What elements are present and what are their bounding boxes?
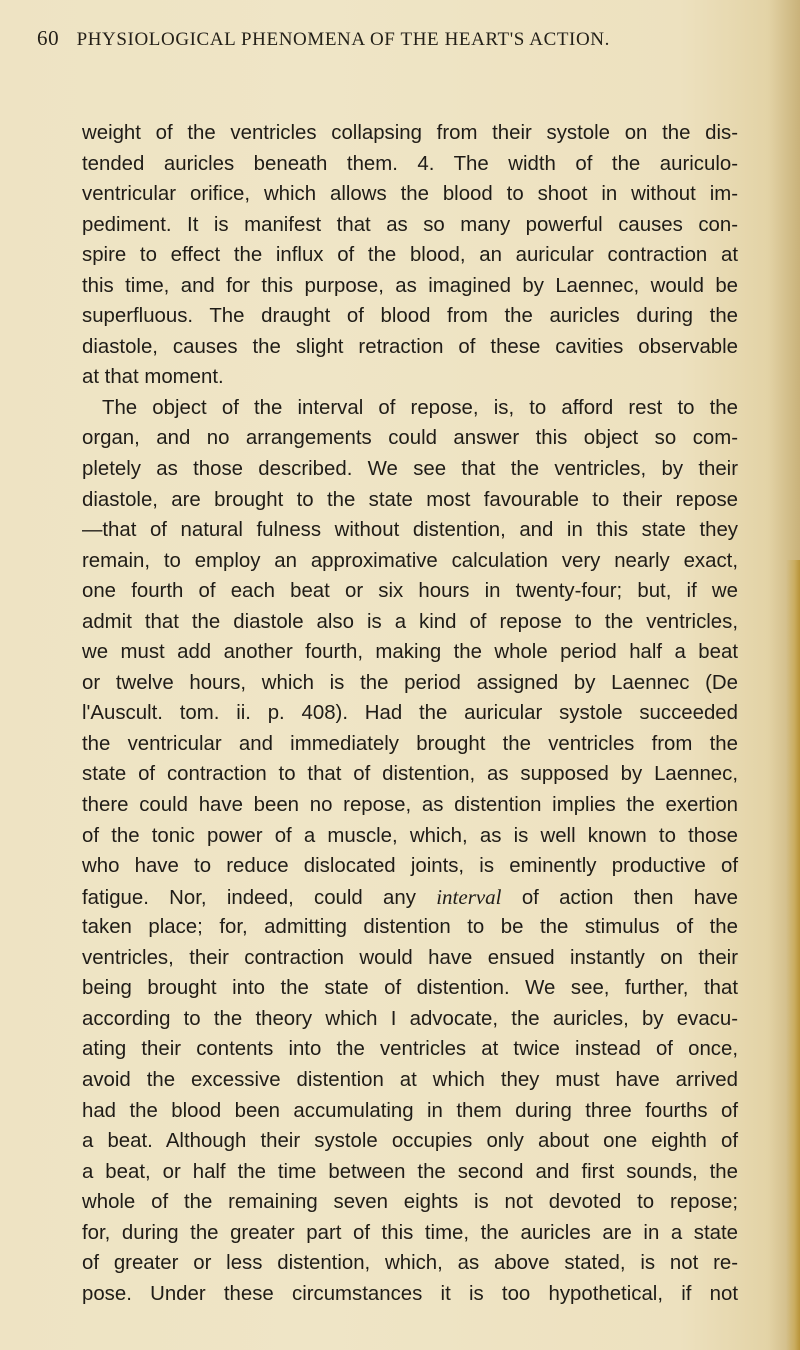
text-line: diastole, are brought to the state most favourable to their repose (82, 488, 738, 511)
text-line: spire to effect the influx of the blood, an auricular contraction at (82, 244, 738, 267)
text-line: had the blood been accumulating in them during three fourths of (82, 1099, 738, 1122)
page-number: 60 (37, 26, 60, 50)
text-line: pletely as those described. We see that the ventricles, by their (82, 458, 738, 481)
text-line: superfluous. The draught of blood from the auricles during the (82, 305, 738, 328)
text-line: organ, and no arrangements could answer this object so com- (82, 427, 738, 450)
page-edge-shading (786, 560, 800, 1350)
text-line: diastole, causes the slight retraction of these cavities observable (82, 335, 738, 358)
text-line: according to the theory which I advocate, the auricles, by evacu- (82, 1007, 738, 1030)
text-line-with-italic (82, 882, 738, 913)
text-line: taken place; for, admitting distention to be the stimulus of the (82, 916, 738, 939)
text-line: there could have been no repose, as distention implies the exertion (82, 794, 738, 817)
text-line: —that of natural fulness without distention, and in this state they (82, 519, 738, 542)
text-line: or twelve hours, which is the period assigned by Laennec (De (82, 671, 738, 694)
text-line: of the tonic power of a muscle, which, as is well known to those (82, 824, 738, 847)
text-line: who have to reduce dislocated joints, is eminently productive of (82, 855, 738, 878)
text-line: ventricles, their contraction would have ensued instantly on their (82, 946, 738, 969)
text-line: this time, and for this purpose, as imagined by Laennec, would be (82, 274, 738, 297)
text-line: tended auricles beneath them. 4. The width of the auriculo- (82, 152, 738, 175)
running-header (37, 26, 737, 51)
text-line: at that moment. (82, 366, 224, 389)
text-fragment: fatigue. Nor, indeed, could any (82, 886, 416, 909)
body-text (82, 118, 738, 1309)
text-line: l'Auscult. tom. ii. p. 408). Had the auricular systole succeeded (82, 702, 738, 725)
text-line: weight of the ventricles collapsing from their systole on the dis- (82, 122, 738, 144)
text-line: whole of the remaining seven eights is not devoted to repose; (82, 1191, 738, 1214)
text-line: a beat. Although their systole occupies only about one eighth of (82, 1130, 738, 1153)
text-line: ventricular orifice, which allows the blood to shoot in without im- (82, 183, 738, 206)
text-line: of greater or less distention, which, as above stated, is not re- (82, 1252, 738, 1275)
text-line: ating their contents into the ventricles at twice instead of once, (82, 1038, 738, 1061)
text-line: state of contraction to that of distention, as supposed by Laennec, (82, 763, 738, 786)
text-line: pose. Under these circumstances it is too hypothetical, if not (82, 1282, 738, 1305)
running-title: PHYSIOLOGICAL PHENOMENA OF THE HEART'S ACTION. (76, 29, 610, 50)
paragraph-start-line: The object of the interval of repose, is, to afford rest to the (102, 396, 738, 419)
text-line: pediment. It is manifest that as so many powerful causes con- (82, 213, 738, 236)
text-line: being brought into the state of distention. We see, further, that (82, 977, 738, 1000)
text-line: one fourth of each beat or six hours in twenty-four; but, if we (82, 580, 738, 603)
text-fragment: of action then have (521, 886, 738, 909)
text-line: the ventricular and immediately brought the ventricles from the (82, 732, 738, 755)
italic-word: interval (436, 884, 502, 909)
text-line: a beat, or half the time between the second and first sounds, the (82, 1160, 738, 1183)
text-line: admit that the diastole also is a kind of repose to the ventricles, (82, 610, 738, 633)
text-line: avoid the excessive distention at which they must have arrived (82, 1068, 738, 1091)
text-line: we must add another fourth, making the whole period half a beat (82, 641, 738, 664)
text-line: for, during the greater part of this time, the auricles are in a state (82, 1221, 738, 1244)
text-line: remain, to employ an approximative calculation very nearly exact, (82, 549, 738, 572)
